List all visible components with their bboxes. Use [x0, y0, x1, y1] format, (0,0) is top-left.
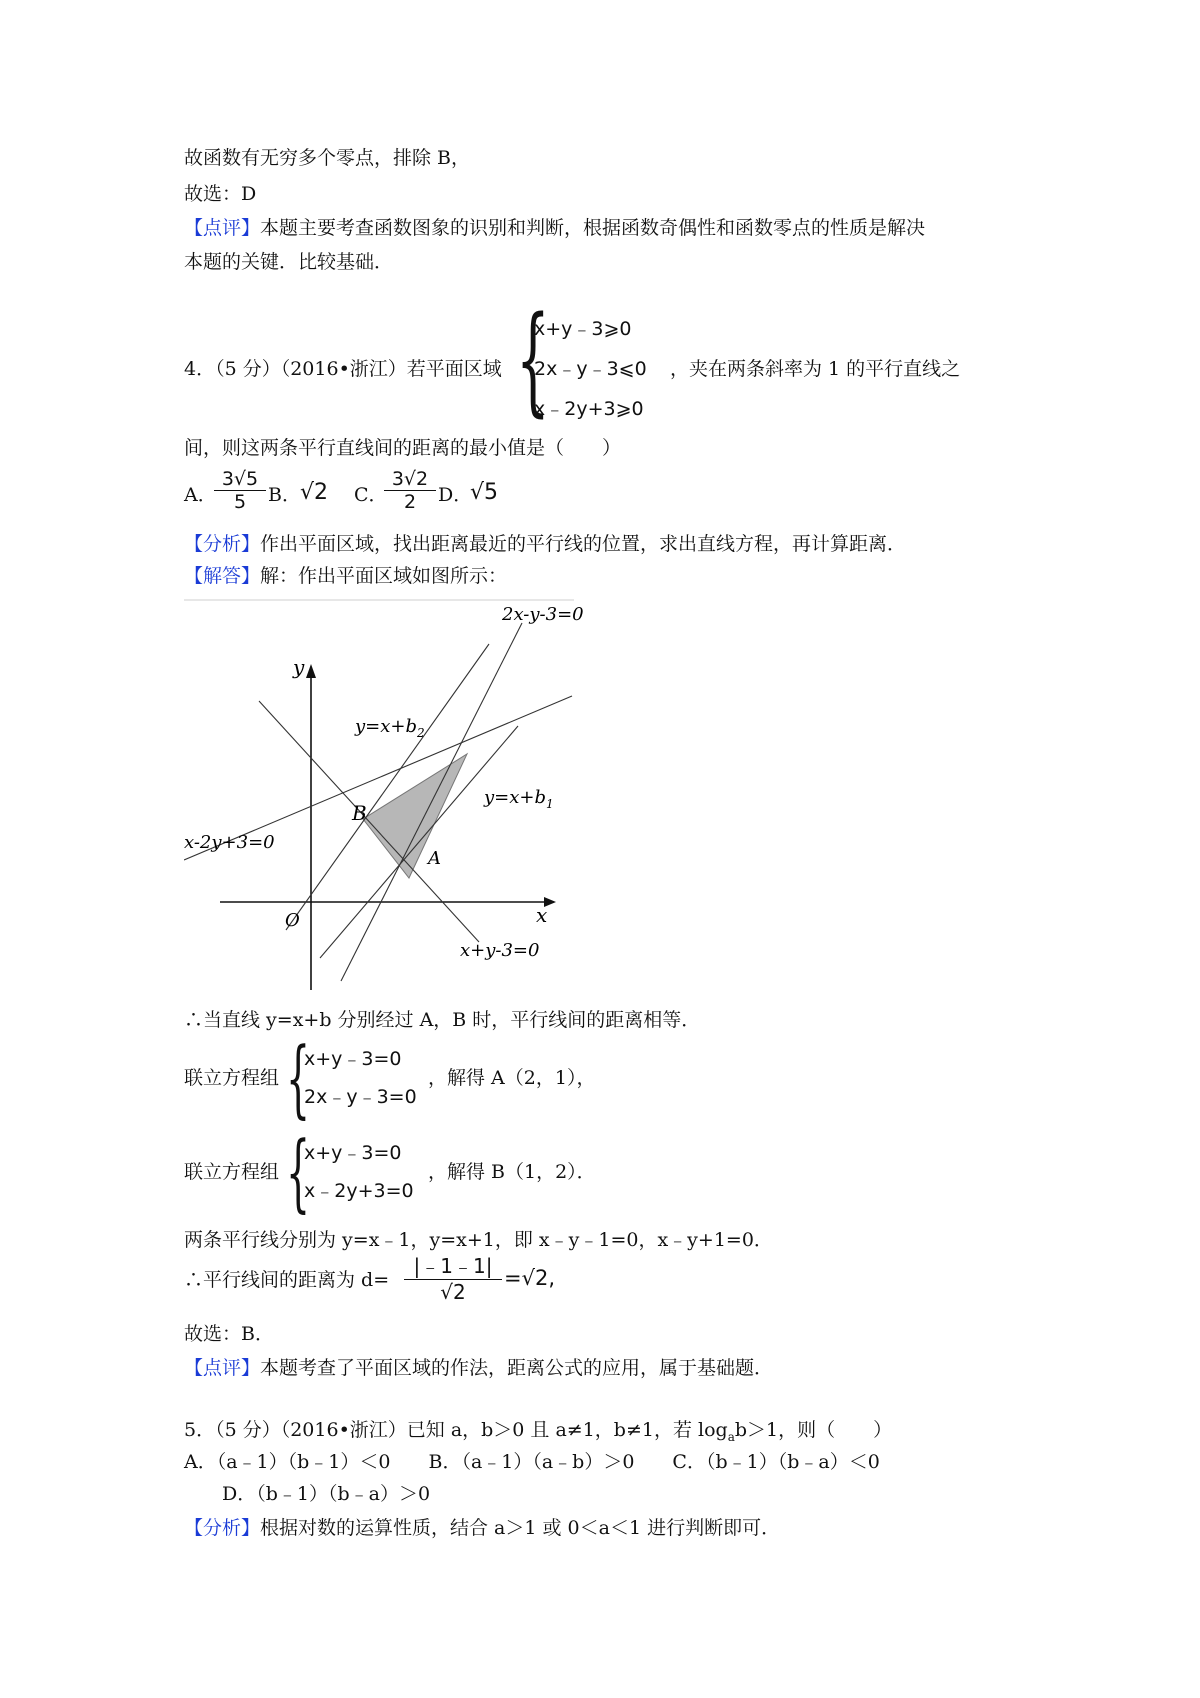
analysis-tag: 【分析】 [184, 533, 261, 555]
q4-analysis-text: 作出平面区域，找出距离最近的平行线的位置，求出直线方程，再计算距离． [260, 533, 907, 555]
q4-region-figure [184, 598, 594, 994]
q3-review-line2: 本题的关键．比较基础． [184, 251, 394, 273]
fraction-denominator: 2 [403, 491, 417, 513]
q4-option-a-label: A． [184, 484, 217, 506]
q4-analysis [184, 532, 906, 556]
q4-option-c-fraction [384, 468, 436, 513]
system-b-eq2: x﹣2y+3=0 [304, 1180, 414, 1202]
q3-answer: 故选：D [184, 183, 257, 205]
q5-analysis-text: 根据对数的运算性质，结合 a＞1 或 0＜a＜1 进行判断即可． [260, 1517, 781, 1539]
y-axis-arrow [306, 664, 316, 678]
q4-lianli-a: 联立方程组 [184, 1067, 280, 1089]
q4-result-A: ，解得 A（2，1）， [428, 1067, 596, 1089]
q4-option-b-label: B． [268, 484, 301, 506]
q5-options-line: A．（a﹣1）（b﹣1）＜0 B．（a﹣1）（a﹣b）＞0 C．（b﹣1）（b﹣a）＜0 [184, 1451, 880, 1473]
analysis-tag: 【分析】 [184, 1517, 261, 1539]
system-b-eq1: x+y﹣3=0 [304, 1142, 402, 1164]
q4-review [184, 1356, 773, 1380]
q4-lianli-b: 联立方程组 [184, 1161, 280, 1183]
system-a-brace: { [286, 1029, 311, 1127]
label-point-B: B [352, 801, 367, 825]
label-2x-y-3: 2x-y-3=0 [502, 604, 584, 625]
q4-prefix: 4．（5 分）（2016•浙江）若平面区域 [184, 358, 502, 380]
label-x-2y-3: x-2y+3=0 [184, 832, 275, 853]
q4-distance-fraction [404, 1250, 502, 1304]
fraction-numerator: |﹣1﹣1| [404, 1250, 502, 1280]
system-a-eq1: x+y﹣3=0 [304, 1048, 402, 1070]
system-a-eq2: 2x﹣y﹣3=0 [304, 1086, 417, 1108]
line-y-eq-x-plus-b2 [286, 644, 489, 930]
q3-review-line1 [184, 216, 925, 240]
q4-suffix: ，夹在两条斜率为 1 的平行直线之 [670, 358, 961, 380]
q5-option-d: D．（b﹣1）（b﹣a）＞0 [222, 1483, 431, 1505]
q4-distance-result: =√2, [504, 1266, 556, 1290]
label-x-y-3: x+y-3=0 [460, 940, 540, 961]
fraction-numerator: 3√2 [384, 468, 436, 491]
system-b-brace: { [286, 1123, 311, 1221]
fraction-numerator: 3√5 [214, 468, 266, 491]
q4-result-B: ，解得 B（1，2）． [428, 1161, 596, 1183]
q4-sys-ineq2: 2x﹣y﹣3⩽0 [534, 358, 647, 380]
q4-option-d-label: D． [438, 484, 473, 506]
q4-distance-prefix: ∴平行线间的距离为 d= [184, 1269, 390, 1291]
line-x-plus-y-minus-3 [259, 701, 479, 942]
q4-sys-ineq1: x+y﹣3⩾0 [534, 318, 632, 340]
q4-solution-line2: 两条平行线分别为 y=x﹣1，y=x+1，即 x﹣y﹣1=0，x﹣y+1=0． [184, 1229, 773, 1251]
q4-option-d-value: √5 [470, 480, 499, 505]
q4-review-text: 本题考查了平面区域的作法，距离公式的应用，属于基础题． [260, 1357, 774, 1379]
q4-option-b-value: √2 [300, 480, 329, 505]
label-y-eq-x-plus-b1: $y=x+b_1$ [484, 787, 554, 811]
q4-solution [184, 564, 507, 588]
q4-solution-line1: ∴当直线 y=x+b 分别经过 A，B 时，平行线间的距离相等． [184, 1009, 701, 1031]
q4-sys-ineq3: x﹣2y+3⩾0 [534, 398, 644, 420]
q5-stem: 5．（5 分）（2016•浙江）已知 a，b＞0 且 a≠1，b≠1，若 $\log_ab>1$，则（ ） [184, 1419, 893, 1444]
label-point-A: A [428, 848, 441, 869]
q5-analysis [184, 1516, 780, 1540]
q4-answer: 故选：B． [184, 1323, 274, 1345]
label-y-axis: y [293, 655, 305, 679]
fraction-denominator: 5 [233, 491, 247, 513]
q3-review-text: 本题主要考查函数图象的识别和判断，根据函数奇偶性和函数零点的性质是解决 [260, 217, 926, 239]
fraction-denominator: √2 [440, 1280, 466, 1304]
label-x-axis: x [536, 903, 548, 927]
label-y-eq-x-plus-b2: $y=x+b_2$ [355, 716, 425, 740]
review-tag: 【点评】 [184, 217, 261, 239]
q3-text-line1: 故函数有无穷多个零点，排除 B， [184, 147, 471, 169]
label-origin: O [285, 910, 300, 931]
q4-system-brace: { [516, 290, 550, 428]
q4-option-a-fraction [214, 468, 266, 513]
feasible-region-triangle [363, 754, 467, 878]
q4-solution-text: 解：作出平面区域如图所示： [260, 565, 508, 587]
q4-option-c-label: C． [354, 484, 388, 506]
solution-tag: 【解答】 [184, 565, 261, 587]
q4-question-line2: 间，则这两条平行直线间的距离的最小值是（ ） [184, 437, 622, 459]
review-tag: 【点评】 [184, 1357, 261, 1379]
